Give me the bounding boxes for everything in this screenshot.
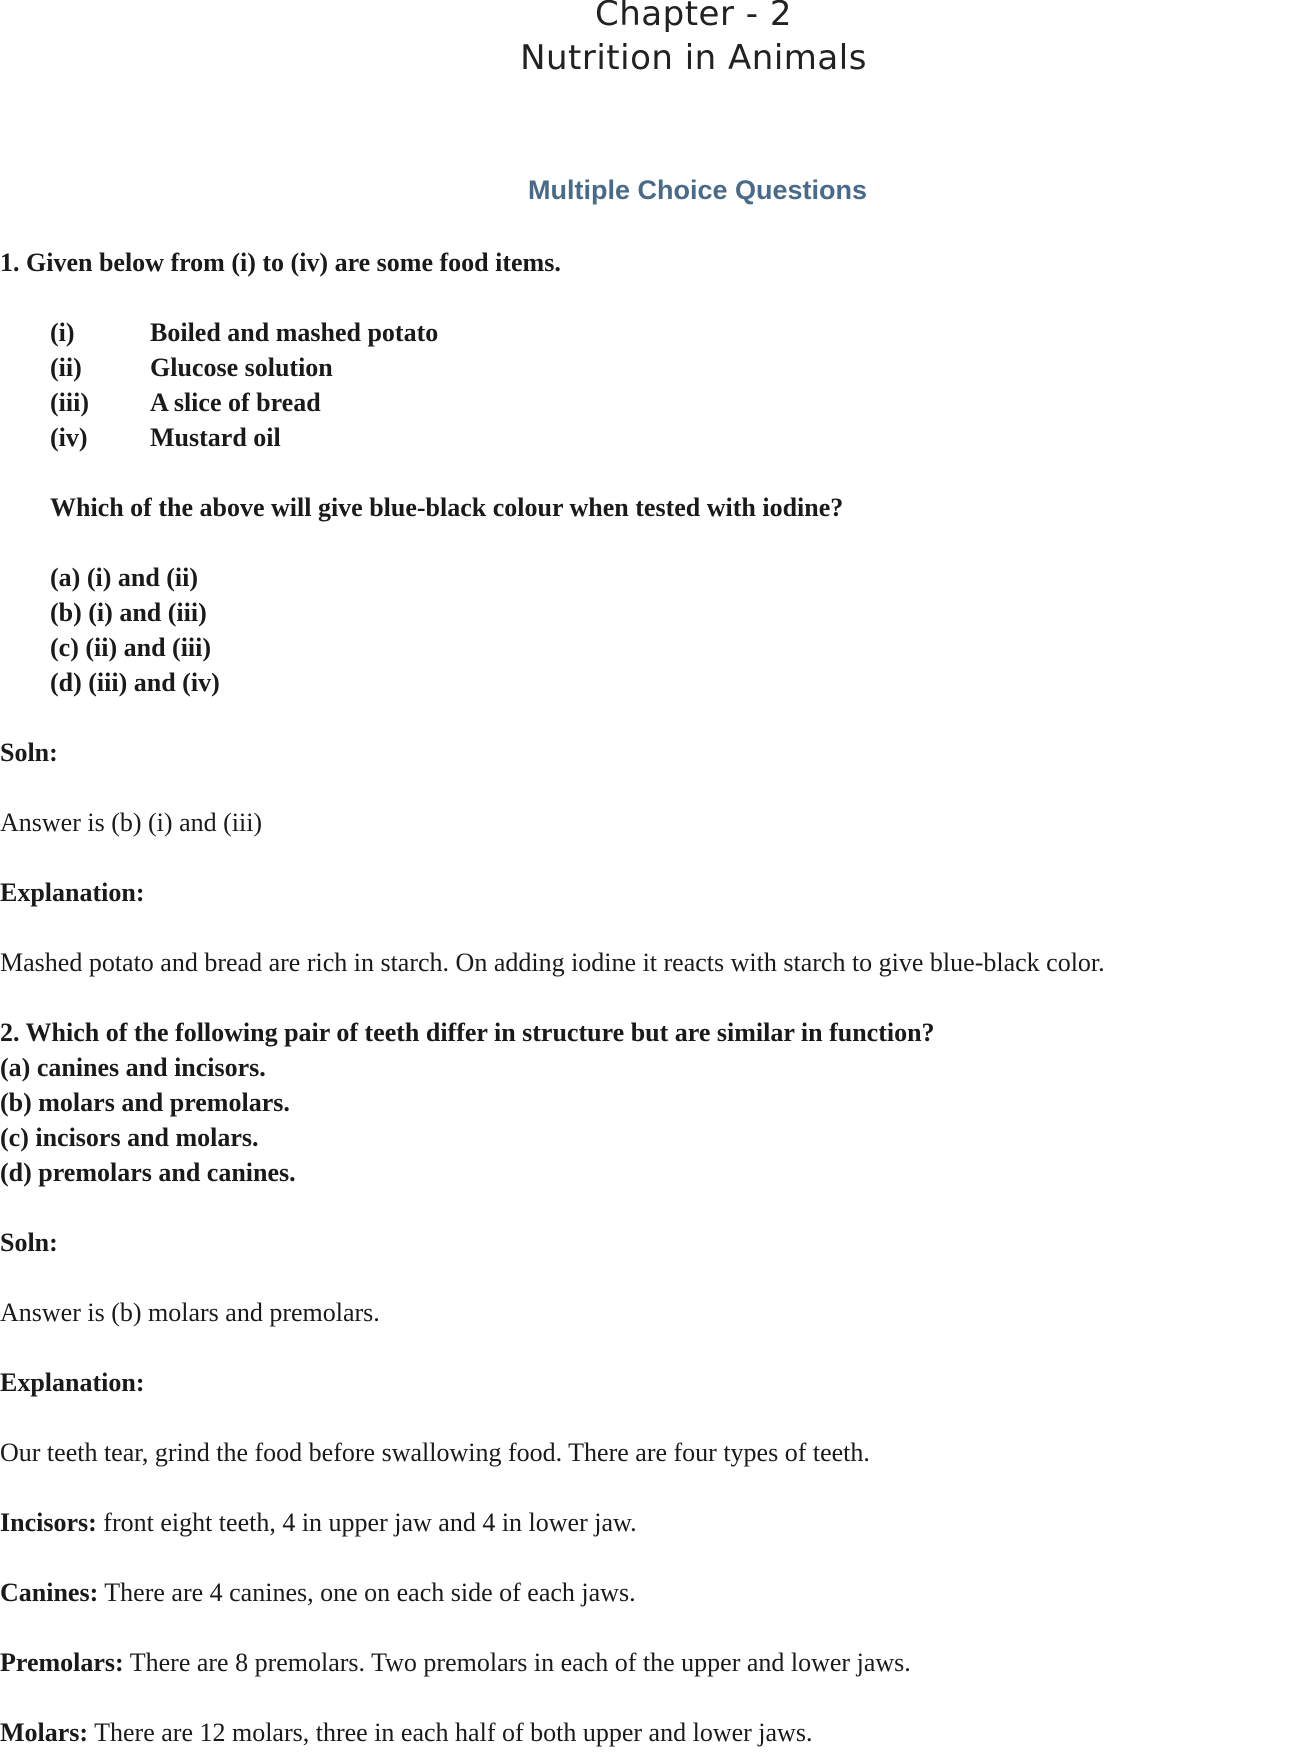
section-heading: Multiple Choice Questions bbox=[527, 175, 868, 205]
item-number: (ii) bbox=[50, 353, 82, 382]
question-2: 2. Which of the following pair of teeth differ in structure but are similar in function? bbox=[0, 1018, 935, 1047]
option: (a) canines and incisors. bbox=[0, 1053, 266, 1082]
answer-text: Answer is (b) molars and premolars. bbox=[0, 1298, 380, 1327]
question-1-prompt: Which of the above will give blue-black colour when tested with iodine? bbox=[50, 493, 844, 522]
option: (a) (i) and (ii) bbox=[50, 563, 199, 592]
explanation-label: Explanation: bbox=[0, 878, 145, 907]
option: (b) molars and premolars. bbox=[0, 1088, 290, 1117]
explanation-label: Explanation: bbox=[0, 1368, 145, 1397]
item-text: Mustard oil bbox=[150, 423, 281, 452]
page-title: Nutrition in Animals bbox=[520, 38, 867, 78]
item-text: Glucose solution bbox=[150, 353, 333, 382]
explanation-text: Our teeth tear, grind the food before swallowing food. There are four types of teeth. bbox=[0, 1438, 870, 1467]
term-text: There are 8 premolars. Two premolars in each of the upper and lower jaws. bbox=[123, 1648, 911, 1677]
option: (c) incisors and molars. bbox=[0, 1123, 259, 1152]
item-text: A slice of bread bbox=[150, 388, 321, 417]
teeth-type-canines bbox=[0, 1578, 636, 1608]
option: (b) (i) and (iii) bbox=[50, 598, 207, 627]
option: (d) premolars and canines. bbox=[0, 1158, 296, 1187]
term-text: There are 4 canines, one on each side of each jaws. bbox=[98, 1578, 636, 1607]
term-text: There are 12 molars, three in each half of both upper and lower jaws. bbox=[88, 1718, 813, 1747]
term-label: Molars: bbox=[0, 1718, 89, 1747]
teeth-type-molars bbox=[0, 1718, 812, 1748]
term-label: Premolars: bbox=[0, 1648, 124, 1677]
option: (d) (iii) and (iv) bbox=[50, 668, 220, 697]
question-1: 1. Given below from (i) to (iv) are some food items. bbox=[0, 248, 561, 277]
teeth-type-incisors bbox=[0, 1508, 637, 1538]
solution-label: Soln: bbox=[0, 1228, 58, 1257]
term-label: Canines: bbox=[0, 1578, 99, 1607]
term-label: Incisors: bbox=[0, 1508, 97, 1537]
answer-text: Answer is (b) (i) and (iii) bbox=[0, 808, 263, 837]
solution-label: Soln: bbox=[0, 738, 58, 767]
chapter-number: Chapter - 2 bbox=[595, 0, 792, 34]
option: (c) (ii) and (iii) bbox=[50, 633, 212, 662]
item-text: Boiled and mashed potato bbox=[150, 318, 439, 347]
term-text: front eight teeth, 4 in upper jaw and 4 in lower jaw. bbox=[96, 1508, 637, 1537]
item-number: (iii) bbox=[50, 388, 89, 417]
item-number: (i) bbox=[50, 318, 75, 347]
explanation-text: Mashed potato and bread are rich in starch. On adding iodine it reacts with starch to give blue-black color. bbox=[0, 948, 1105, 977]
item-number: (iv) bbox=[50, 423, 88, 452]
teeth-type-premolars bbox=[0, 1648, 911, 1678]
